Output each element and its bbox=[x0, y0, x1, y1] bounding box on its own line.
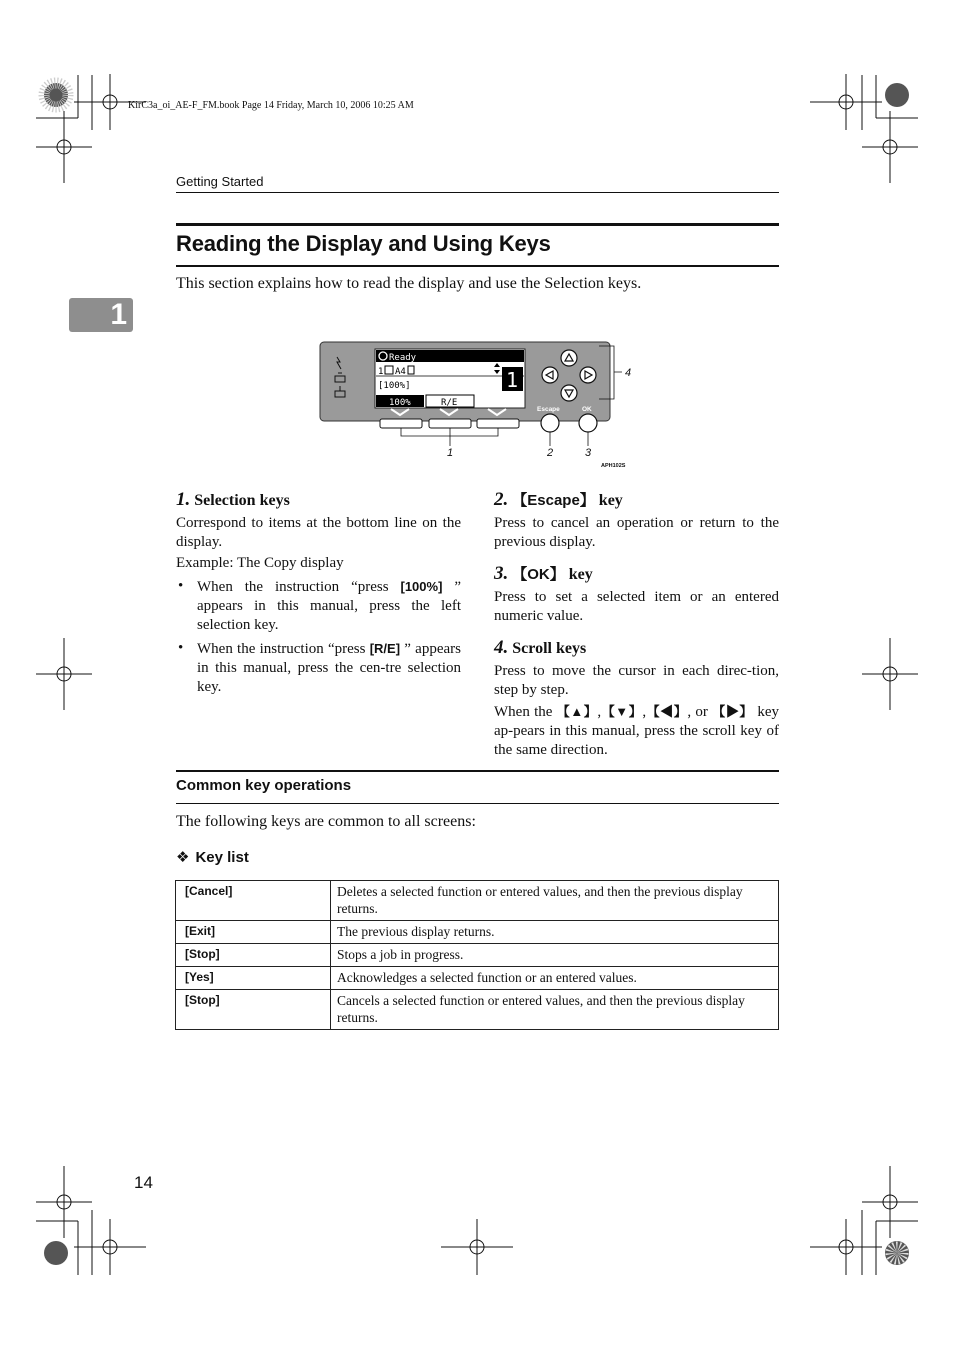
section-2-body: Press to cancel an operation or return to the previous display. bbox=[494, 515, 779, 550]
key-cell: [Cancel] bbox=[176, 881, 331, 921]
ok-key bbox=[579, 414, 597, 432]
lcd-status: Ready bbox=[389, 353, 417, 363]
lcd-copies: 1 bbox=[506, 368, 519, 392]
section-1-example: Example: The Copy display bbox=[176, 555, 344, 571]
keylist-heading: ❖ Key list bbox=[176, 848, 249, 866]
lcd-line3: [100%] bbox=[378, 381, 411, 391]
chapter-number: 1 bbox=[110, 298, 127, 331]
page-title: Reading the Display and Using Keys bbox=[176, 231, 551, 256]
table-row bbox=[176, 944, 779, 967]
section-1-bullets bbox=[176, 577, 461, 697]
callout-1: 1 bbox=[447, 447, 454, 459]
softkey-right: R/E bbox=[441, 398, 458, 408]
title-rule-bottom bbox=[176, 265, 779, 267]
subsection-rule-top bbox=[176, 770, 779, 772]
section-1-body: Correspond to items at the bottom line on the display. bbox=[176, 515, 461, 550]
control-panel-figure bbox=[316, 338, 646, 472]
section-4-heading: 4. Scroll keys bbox=[494, 637, 587, 658]
print-info: KirC3a_oi_AE-F_FM.book Page 14 Friday, March 10, 2006 10:25 AM bbox=[128, 100, 414, 111]
callout-3: 3 bbox=[585, 447, 592, 459]
header-rule bbox=[176, 192, 779, 193]
bullet-item: • When the instruction “press [R/E] ” appears in this manual, press the cen-tre selection key. bbox=[178, 640, 461, 695]
desc-cell: Stops a job in progress. bbox=[331, 944, 779, 967]
key-cell: [Exit] bbox=[176, 921, 331, 944]
figure-code: APH102S bbox=[601, 463, 626, 469]
callout-4: 4 bbox=[625, 367, 632, 379]
intro-text: This section explains how to read the display and use the Selection keys. bbox=[176, 275, 642, 292]
section-4-body: Press to move the cursor in each direc-tion, step by step. bbox=[494, 663, 779, 698]
bullet-item: • When the instruction “press [100%] ” appears in this manual, press the left selection key. bbox=[178, 578, 461, 633]
desc-cell: Deletes a selected function or entered values, and then the previous display returns. bbox=[331, 881, 779, 921]
lcd-paper: A4 bbox=[395, 367, 406, 377]
subsection-rule-bottom bbox=[176, 803, 779, 804]
section-3-body: Press to set a selected item or an entered numeric value. bbox=[494, 589, 779, 624]
chapter-tab bbox=[69, 298, 133, 332]
desc-cell: Cancels a selected function or entered values, and then the previous display returns. bbox=[331, 990, 779, 1030]
table-row bbox=[176, 921, 779, 944]
desc-cell: Acknowledges a selected function or an entered values. bbox=[331, 967, 779, 990]
common-intro: The following keys are common to all screens: bbox=[176, 813, 476, 830]
escape-label: Escape bbox=[537, 406, 560, 413]
key-cell: [Stop] bbox=[176, 944, 331, 967]
subsection-heading: Common key operations bbox=[176, 777, 352, 794]
desc-cell: The previous display returns. bbox=[331, 921, 779, 944]
left-column bbox=[176, 490, 461, 701]
right-column bbox=[494, 490, 779, 760]
key-cell: [Stop] bbox=[176, 990, 331, 1030]
section-2-heading: 2. 【Escape】 key bbox=[494, 489, 623, 510]
table-row bbox=[176, 967, 779, 990]
escape-key bbox=[541, 414, 559, 432]
lcd-line2: 1 bbox=[378, 367, 384, 377]
diamond-bullet-icon: ❖ bbox=[176, 848, 190, 866]
selection-keys bbox=[380, 419, 519, 428]
section-4-body2: When the 【▲】,【▼】,【◀】, or 【▶】 key ap-pears in this manual, press the scroll key of the same direction. bbox=[494, 704, 779, 758]
section-1-heading: 1. Selection keys bbox=[176, 489, 290, 510]
section-3-heading: 3. 【OK】 key bbox=[494, 563, 593, 584]
callout-2: 2 bbox=[547, 447, 554, 459]
table-row bbox=[176, 990, 779, 1030]
title-rule-top bbox=[176, 223, 779, 226]
page-number: 14 bbox=[134, 1173, 153, 1192]
key-cell: [Yes] bbox=[176, 967, 331, 990]
table-row bbox=[176, 881, 779, 921]
softkey-left: 100% bbox=[389, 398, 411, 408]
key-list-table bbox=[175, 880, 779, 1030]
running-header: Getting Started bbox=[176, 174, 264, 189]
ok-label: OK bbox=[582, 406, 592, 413]
